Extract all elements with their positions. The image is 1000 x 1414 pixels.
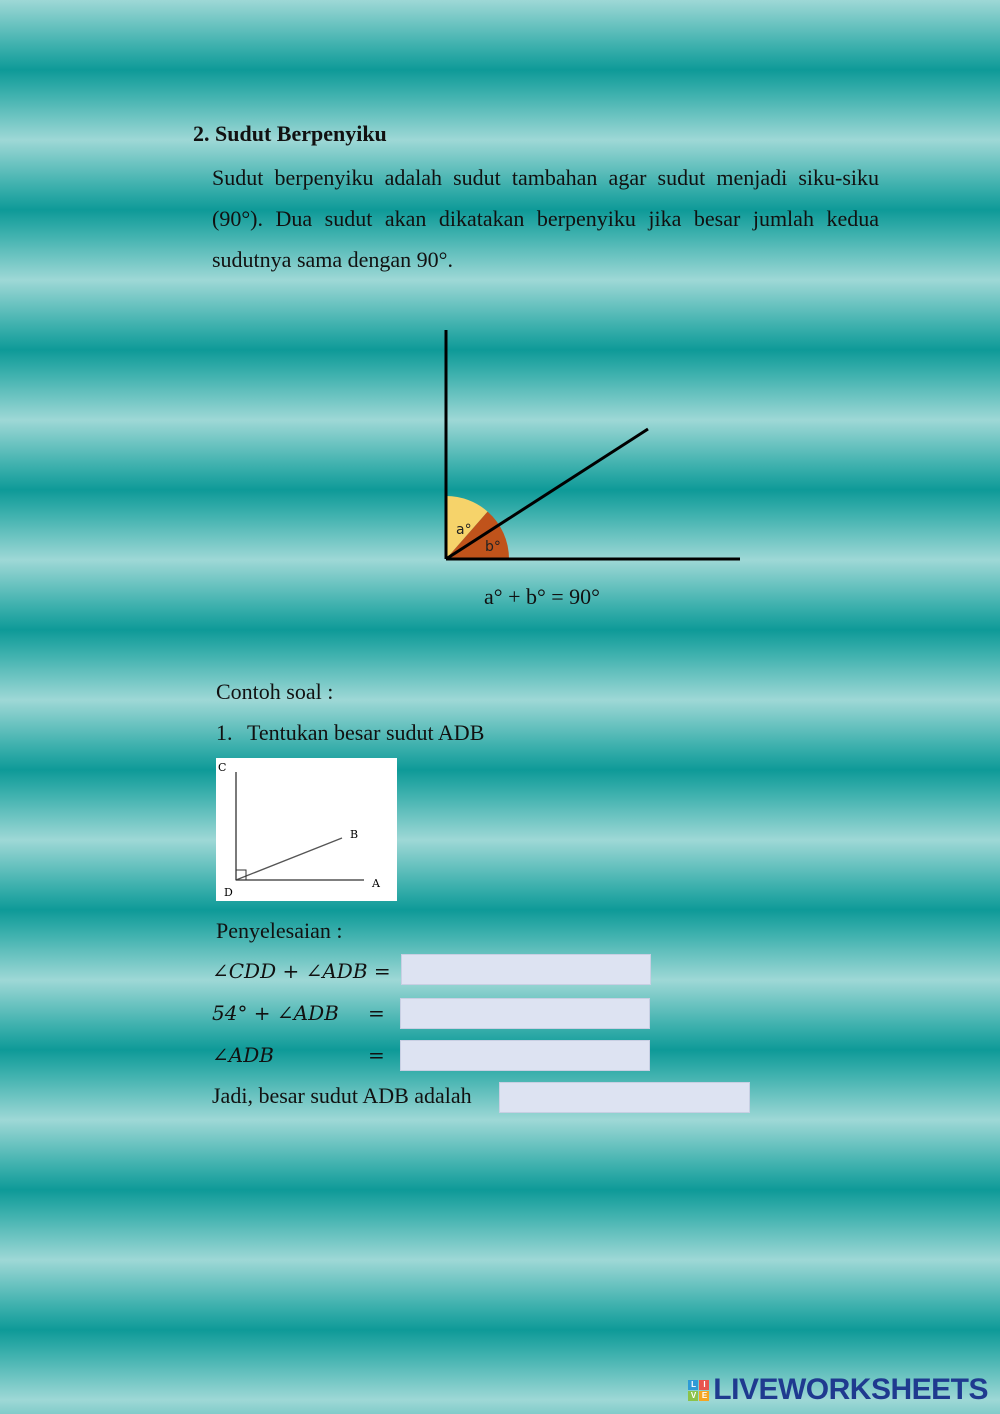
definition-paragraph [212,157,879,280]
logo-mark-icon [688,1380,709,1401]
angle-sum-formula: a° + b° = 90° [484,584,600,609]
paragraph-line: Sudut berpenyiku adalah sudut tambahan agar sudut menjadi siku-siku [212,165,879,190]
solution-row-3-equals: = [368,1043,385,1067]
solution-row-3-lhs: ∠ADB [212,1043,274,1067]
angle-b-label: b° [485,539,501,555]
section-heading: 2. Sudut Berpenyiku [193,121,387,146]
answer-field-3[interactable] [400,1040,650,1071]
paragraph-line: (90°). Dua sudut akan dikatakan berpenyiku jika besar jumlah kedua [212,206,879,231]
paragraph-line: sudutnya sama dengan 90°. [212,247,453,272]
logo-mark-letter: L [688,1380,698,1390]
answer-field-2[interactable] [400,998,650,1029]
logo-mark-letter: V [688,1391,698,1401]
question-number: 1. [216,720,233,745]
answer-field-conclusion[interactable] [499,1082,750,1113]
example-angle-figure [216,758,397,901]
liveworksheets-logo [688,1373,988,1407]
ray-db [236,838,342,880]
point-a-label: A [372,877,380,890]
logo-mark-letter: I [699,1380,709,1390]
solution-title: Penyelesaian : [216,918,343,943]
solution-row-2-equals: = [368,1001,385,1025]
point-d-label: D [224,886,233,899]
conclusion-text: Jadi, besar sudut ADB adalah [212,1083,472,1108]
solution-row-2-lhs: 54° + ∠ADB [212,1001,339,1025]
solution-row-1-lhs: ∠CDD + ∠ADB = [212,959,391,983]
example-title: Contoh soal : [216,679,334,704]
complementary-angle-diagram [430,320,760,580]
question-text: Tentukan besar sudut ADB [247,720,485,745]
point-b-label: B [350,828,359,841]
angle-a-label: a° [456,522,472,538]
middle-ray [446,429,648,559]
logo-mark-letter: E [699,1391,709,1401]
point-c-label: C [218,761,227,774]
answer-field-1[interactable] [401,954,651,985]
logo-text: LIVEWORKSHEETS [713,1373,988,1406]
